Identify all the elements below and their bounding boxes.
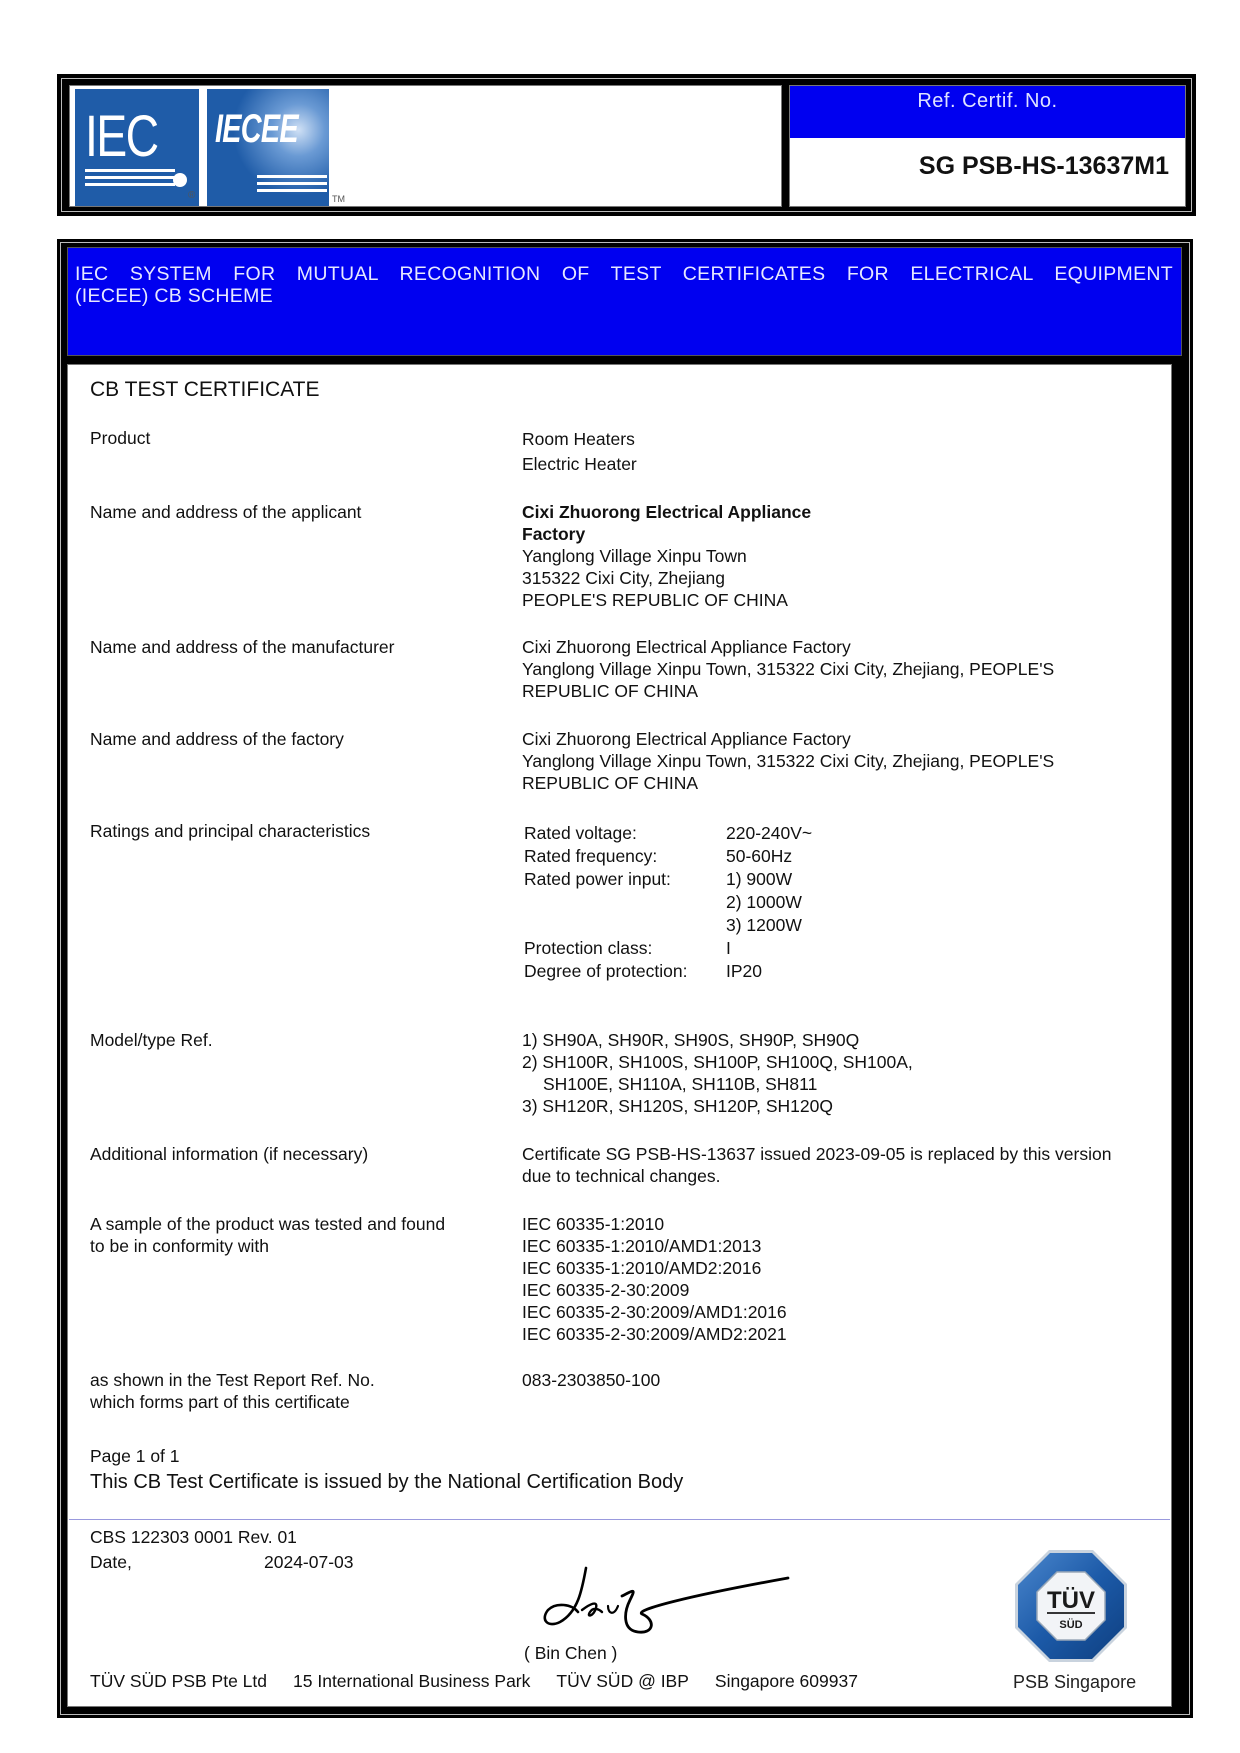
- applicant-address-line: PEOPLE'S REPUBLIC OF CHINA: [522, 590, 788, 610]
- factory-line: Yanglong Village Xinpu Town, 315322 Cixi City, Zhejiang, PEOPLE'S: [522, 751, 1055, 771]
- date-label: Date,: [90, 1552, 132, 1572]
- iecee-logo: [207, 89, 329, 206]
- iecee-logo-lines-icon: [257, 175, 327, 196]
- form-reference: CBS 122303 0001 Rev. 01: [90, 1527, 297, 1547]
- ratings-value: I: [726, 938, 731, 958]
- factory-value: [522, 728, 1054, 794]
- scheme-title: [75, 263, 1173, 307]
- ratings-row: [524, 914, 812, 937]
- manufacturer-line: Cixi Zhuorong Electrical Appliance Factory: [522, 637, 851, 657]
- standard-item: IEC 60335-1:2010/AMD2:2016: [522, 1258, 762, 1278]
- logo-panel: [69, 85, 782, 207]
- applicant-address-line: Yanglong Village Xinpu Town: [522, 546, 747, 566]
- factory-line: REPUBLIC OF CHINA: [522, 773, 698, 793]
- test-report-label-line: as shown in the Test Report Ref. No.: [90, 1370, 375, 1390]
- tuv-logo-caption: PSB Singapore: [1013, 1672, 1137, 1692]
- additional-info-line: Certificate SG PSB-HS-13637 issued 2023-09-05 is replaced by this version: [522, 1144, 1112, 1164]
- model-line: SH100E, SH110A, SH110B, SH811: [543, 1074, 818, 1094]
- trademark-mark: TM: [332, 194, 345, 204]
- ratings-row: [524, 960, 812, 983]
- footer-divider: [69, 1519, 1170, 1520]
- test-report-number: 083-2303850-100: [522, 1370, 661, 1390]
- ratings-key: Rated voltage:: [524, 823, 637, 843]
- ratings-key: Rated frequency:: [524, 846, 658, 866]
- standard-item: IEC 60335-2-30:2009/AMD1:2016: [522, 1302, 787, 1322]
- factory-line: Cixi Zhuorong Electrical Appliance Factory: [522, 729, 851, 749]
- manufacturer-label: Name and address of the manufacturer: [90, 637, 395, 657]
- page-indicator: Page 1 of 1: [90, 1446, 180, 1466]
- ratings-table: [524, 822, 812, 983]
- scheme-title-line-2: (IECEE) CB SCHEME: [75, 285, 273, 307]
- ref-label-band: [790, 86, 1185, 138]
- ratings-value: 3) 1200W: [726, 915, 802, 935]
- ratings-label: Ratings and principal characteristics: [90, 821, 371, 841]
- ratings-value: IP20: [726, 961, 762, 981]
- model-value: [522, 1029, 913, 1117]
- ratings-key: [524, 891, 726, 914]
- iecee-logo-text: IECEE: [215, 107, 298, 151]
- ratings-key: [524, 914, 726, 937]
- ratings-value: 220-240V~: [726, 823, 813, 843]
- ratings-key: Degree of protection:: [524, 961, 688, 981]
- tuv-sud-logo-icon: [1013, 1548, 1129, 1664]
- ratings-row: [524, 937, 812, 960]
- ratings-value: 50-60Hz: [726, 846, 793, 866]
- iec-logo-dot-icon: [173, 173, 187, 187]
- additional-info-label: Additional information (if necessary): [90, 1144, 369, 1164]
- test-report-label: [90, 1369, 375, 1413]
- signature-icon: [538, 1560, 798, 1640]
- standards-list: [522, 1213, 787, 1345]
- ratings-value: 2) 1000W: [726, 892, 802, 912]
- registered-mark: ®: [188, 190, 196, 201]
- model-line: 1) SH90A, SH90R, SH90S, SH90P, SH90Q: [522, 1030, 860, 1050]
- conformity-label: [90, 1213, 445, 1257]
- model-line: 2) SH100R, SH100S, SH100P, SH100Q, SH100A,: [522, 1052, 913, 1072]
- issuer-address: [90, 1671, 858, 1692]
- conformity-label-line: to be in conformity with: [90, 1236, 269, 1256]
- model-line: 3) SH120R, SH120S, SH120P, SH120Q: [522, 1096, 833, 1116]
- additional-info-line: due to technical changes.: [522, 1166, 721, 1186]
- test-report-label-line: which forms part of this certificate: [90, 1392, 350, 1412]
- iec-logo-text: IEC: [85, 104, 158, 169]
- ratings-row: [524, 891, 812, 914]
- signer-name: ( Bin Chen ): [524, 1643, 618, 1663]
- standard-item: IEC 60335-1:2010: [522, 1214, 665, 1234]
- svg-text:TÜV: TÜV: [1047, 1587, 1095, 1614]
- date-value: 2024-07-03: [264, 1552, 354, 1572]
- ratings-value: 1) 900W: [726, 869, 793, 889]
- address-part: 15 International Business Park: [293, 1671, 531, 1691]
- ref-label: Ref. Certif. No.: [917, 90, 1058, 112]
- conformity-label-line: A sample of the product was tested and found: [90, 1214, 446, 1234]
- product-label: Product: [90, 428, 151, 448]
- product-value: [522, 427, 637, 477]
- address-part: TÜV SÜD PSB Pte Ltd: [90, 1671, 268, 1691]
- ref-certificate-panel: [789, 85, 1186, 207]
- applicant-name: Factory: [522, 524, 586, 544]
- scheme-banner: [67, 247, 1182, 356]
- factory-label: Name and address of the factory: [90, 729, 344, 749]
- model-label: Model/type Ref.: [90, 1030, 213, 1050]
- scheme-title-line-1: IEC SYSTEM FOR MUTUAL RECOGNITION OF TEST CERTIFICATES FOR ELECTRICAL EQUIPMENT: [75, 263, 1173, 285]
- certificate-title: CB TEST CERTIFICATE: [90, 378, 320, 401]
- ratings-row: [524, 868, 812, 891]
- manufacturer-value: [522, 636, 1054, 702]
- standard-item: IEC 60335-2-30:2009: [522, 1280, 690, 1300]
- standard-item: IEC 60335-2-30:2009/AMD2:2021: [522, 1324, 787, 1344]
- ref-certificate-number: SG PSB-HS-13637M1: [918, 152, 1169, 180]
- product-line: Electric Heater: [522, 454, 637, 474]
- applicant-address-line: 315322 Cixi City, Zhejiang: [522, 568, 725, 588]
- applicant-name: Cixi Zhuorong Electrical Appliance: [522, 502, 812, 522]
- standard-item: IEC 60335-1:2010/AMD1:2013: [522, 1236, 762, 1256]
- ratings-row: [524, 822, 812, 845]
- address-part: Singapore 609937: [714, 1671, 858, 1691]
- product-line: Room Heaters: [522, 429, 635, 449]
- applicant-value: [522, 501, 811, 611]
- iec-logo-lines-icon: [85, 169, 175, 190]
- ratings-key: Rated power input:: [524, 869, 671, 889]
- iec-logo: [75, 89, 199, 206]
- ratings-row: [524, 845, 812, 868]
- manufacturer-line: Yanglong Village Xinpu Town, 315322 Cixi City, Zhejiang, PEOPLE'S: [522, 659, 1055, 679]
- applicant-label: Name and address of the applicant: [90, 502, 362, 522]
- address-part: TÜV SÜD @ IBP: [556, 1671, 689, 1691]
- issued-by-statement: This CB Test Certificate is issued by the National Certification Body: [90, 1471, 684, 1493]
- ratings-key: Protection class:: [524, 938, 653, 958]
- svg-text:SÜD: SÜD: [1059, 1619, 1083, 1631]
- additional-info-value: [522, 1143, 1111, 1187]
- manufacturer-line: REPUBLIC OF CHINA: [522, 681, 698, 701]
